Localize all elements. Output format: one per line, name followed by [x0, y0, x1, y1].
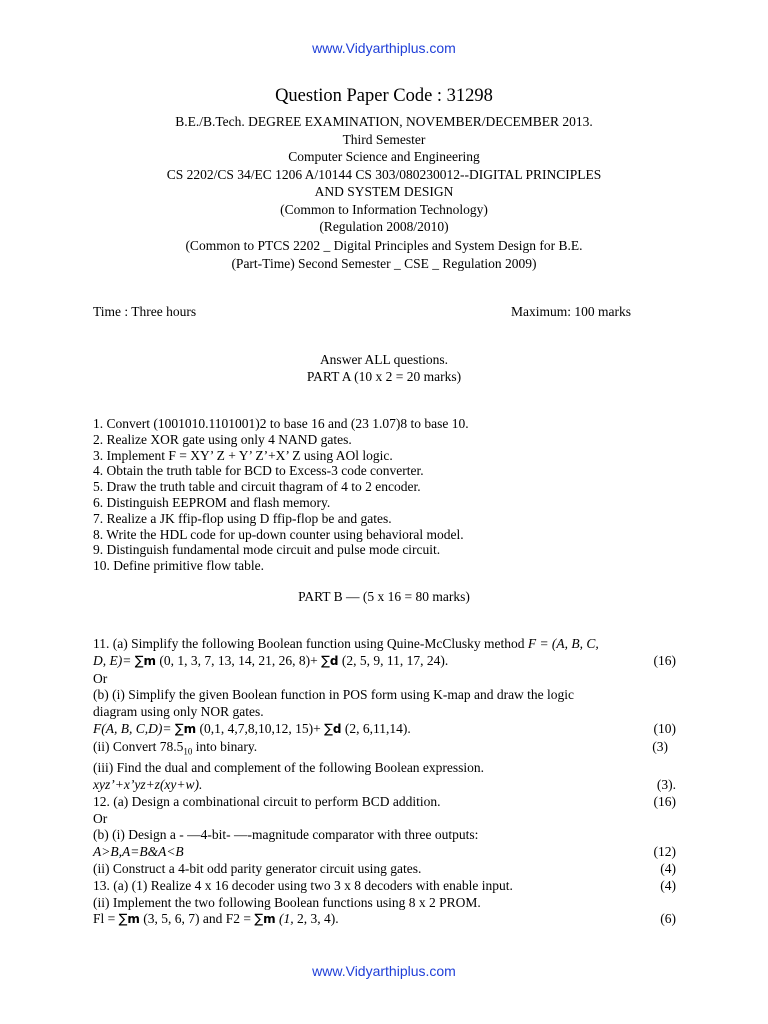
sigma-symbol: ∑ — [321, 653, 330, 669]
marks: (3). — [656, 777, 676, 793]
part-a-question: 4. Obtain the truth table for BCD to Excess-3 code converter. — [93, 463, 424, 479]
common-to-line: (Common to Information Technology) — [280, 201, 488, 217]
marks: (10) — [653, 720, 676, 736]
part-a-question: 3. Implement F = XY’ Z + Y’ Z’+X’ Z using AOl logic. — [93, 447, 393, 463]
watermark-bottom[interactable]: www.Vidyarthiplus.com — [312, 963, 456, 979]
marks: (4) — [660, 877, 676, 893]
q11b-iii-expression: xyz’+x’yz+z(xy+w). (3). — [93, 777, 676, 793]
part-a-question: 6. Distinguish EEPROM and flash memory. — [93, 494, 331, 510]
part-a-question: 7. Realize a JK ffip-flop using D ffip-flop be and gates. — [93, 510, 392, 526]
part-a-question: 9. Distinguish fundamental mode circuit and pulse mode circuit. — [93, 542, 441, 558]
ptcs-line: (Common to PTCS 2202 _ Digital Principles and System Design for B.E. — [185, 237, 583, 253]
regulation-line: (Regulation 2008/2010) — [319, 219, 449, 234]
marks: (16) — [653, 793, 676, 809]
sigma-symbol: ∑ — [174, 721, 184, 737]
time-label: Time : Three hours — [93, 304, 197, 319]
q13a: 13. (a) (1) Realize 4 x 16 decoder using two 3 x 8 decoders with enable input. (4) — [93, 877, 676, 893]
sigma-symbol: ∑ — [118, 912, 128, 928]
max-marks-label: Maximum: 100 marks — [511, 304, 631, 319]
q12b-ii: (ii) Construct a 4-bit odd parity generator circuit using gates. (4) — [93, 861, 676, 877]
marks: (12) — [653, 844, 676, 860]
marks: (16) — [653, 652, 676, 668]
q12b: (b) (i) Design a - —4-bit- —-magnitude comparator with three outputs: — [93, 827, 479, 843]
marks: (6) — [660, 911, 676, 927]
q13a-ii-functions: Fl = ∑m (3, 5, 6, 7) and F2 = ∑m (1, 2, 3, 4). (6) — [93, 911, 676, 928]
semester-line: Third Semester — [342, 131, 426, 147]
q11a-line1: 11. (a) Simplify the following Boolean function using Quine-McClusky method F = (A, B, C, — [93, 636, 599, 651]
q11a-line2: D, E)= ∑m (0, 1, 3, 7, 13, 14, 21, 26, 8)+ ∑d (2, 5, 9, 11, 17, 24). (16) — [93, 652, 676, 669]
paper-code-title: Question Paper Code : 31298 — [275, 86, 493, 106]
q13a-ii: (ii) Implement the two following Boolean functions using 8 x 2 PROM. — [93, 894, 481, 910]
part-a-list — [93, 416, 469, 574]
q11b-iii: (iii) Find the dual and complement of the following Boolean expression. — [93, 760, 485, 776]
q11b-function: F(A, B, C,D)= ∑m (0,1, 4,7,8,10,12, 15)+ ∑d (2, 6,11,14). (10) — [93, 720, 676, 737]
part-a-question: 5. Draw the truth table and circuit thagram of 4 to 2 encoder. — [93, 479, 421, 495]
marks: (4) — [660, 861, 676, 877]
part-b-block — [93, 636, 676, 929]
part-a-question: 1. Convert (1001010.1101001)2 to base 16 and (23 1.07)8 to base 10. — [93, 416, 469, 431]
part-a-heading: PART A (10 x 2 = 20 marks) — [306, 369, 462, 384]
q12b-outputs: A>B,A=B&A<B (12) — [93, 844, 676, 860]
q12a: 12. (a) Design a combinational circuit to perform BCD addition. (16) — [93, 793, 676, 809]
watermark-top[interactable]: www.Vidyarthiplus.com — [312, 40, 456, 56]
sigma-symbol: ∑ — [134, 653, 144, 669]
q11b-line2: diagram using only NOR gates. — [93, 704, 264, 720]
marks: (3) — [652, 738, 668, 754]
exam-line: B.E./B.Tech. DEGREE EXAMINATION, NOVEMBER/DECEMBER 2013. — [175, 114, 593, 129]
q11b-ii: (ii) Convert $78.5_{10}$ into binary. (3) — [93, 738, 668, 757]
instruction-line: Answer ALL questions. — [319, 352, 449, 367]
part-b-heading: PART B — (5 x 16 = 80 marks) — [298, 589, 470, 604]
or-separator: Or — [93, 670, 108, 686]
q11b-line1: (b) (i) Simplify the given Boolean function in POS form using K-map and draw the logic — [93, 687, 575, 703]
part-a-question: 8. Write the HDL code for up-down counter using behavioral model. — [93, 526, 464, 542]
sigma-symbol: ∑ — [254, 912, 264, 928]
course-name-line: AND SYSTEM DESIGN — [314, 184, 454, 199]
q11a-function: F = (A, B, C, — [527, 636, 599, 651]
department-line: Computer Science and Engineering — [288, 149, 480, 164]
sigma-symbol: ∑ — [324, 721, 333, 737]
part-a-question: 10. Define primitive flow table. — [93, 558, 264, 574]
part-time-line: (Part-Time) Second Semester _ CSE _ Regulation 2009) — [231, 255, 537, 271]
course-code-line: CS 2202/CS 34/EC 1206 A/10144 CS 303/080230012--DIGITAL PRINCIPLES — [166, 166, 602, 182]
or-separator: Or — [93, 810, 108, 826]
part-a-question: 2. Realize XOR gate using only 4 NAND gates. — [93, 431, 352, 447]
